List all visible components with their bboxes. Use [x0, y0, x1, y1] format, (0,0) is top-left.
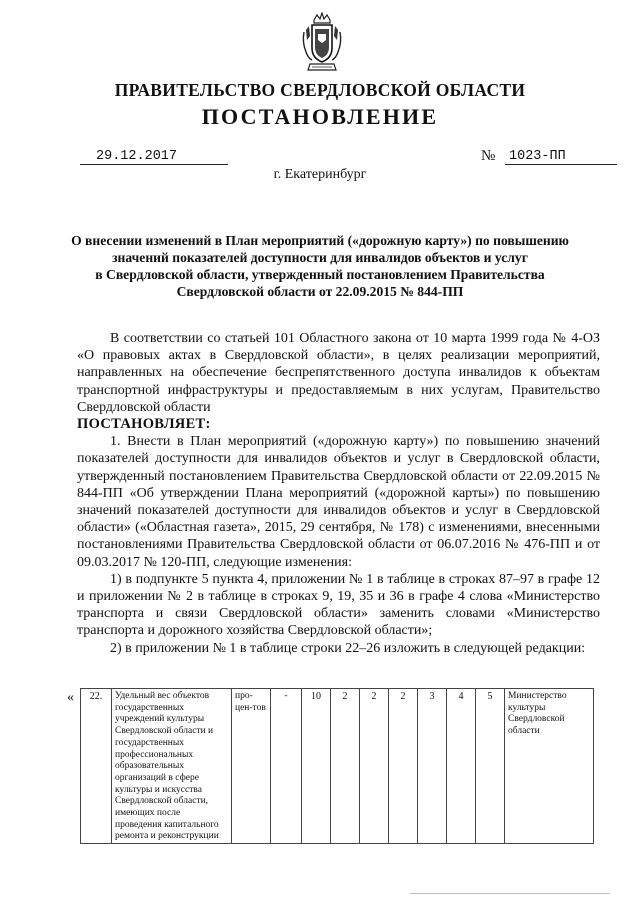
table-row: [81, 689, 594, 844]
title-line: Свердловской области от 22.09.2015 № 844-ПП: [176, 284, 464, 299]
value-cell: 3: [418, 689, 447, 844]
value-cell: 10: [302, 689, 331, 844]
item-1-paragraph: 1. Внести в План мероприятий («дорожную карту») по повышению значений показателей доступности для инвалидов объектов и услуг в Свердловской области, утвержденный постановлением Правительства Свердловской области от 22.09.2015 № 844-ПП «Об утверждении Плана мероприятий («дорожной карты») по повышению значений показателей доступности для инвалидов объектов и услуг в Свердловской области» («Областная газета», 2015, 29 сентября, № 178) с изменениями, внесенными постановлениями Правительства Свердловской области от 06.07.2016 № 476-ПП и от 09.03.2017 № 120-ПП, следующие изменения:: [77, 434, 600, 570]
value-cell: 2: [360, 689, 389, 844]
value-cell: -: [271, 689, 302, 844]
row-number-cell: 22.: [81, 689, 112, 844]
subitem-2-paragraph: 2) в приложении № 1 в таблице строки 22–26 изложить в следующей редакции:: [110, 640, 586, 656]
value-cell: 4: [447, 689, 476, 844]
document-type: ПОСТАНОВЛЕНИЕ: [201, 104, 439, 129]
indicators-table: [80, 688, 594, 844]
indicator-cell: Удельный вес объектов государственных учреждений культуры Свердловской области и государственных профессиональных образовательных организаций в сфере культуры и искусства Свердловской области, имеющих после проведения капитального ремонта и реконструкции: [112, 689, 232, 844]
document-body: [77, 330, 600, 657]
government-name: ПРАВИТЕЛЬСТВО СВЕРДЛОВСКОЙ ОБЛАСТИ: [114, 80, 526, 100]
city: г. Екатеринбург: [273, 167, 367, 182]
responsible-cell: Министерство культуры Свердловской области: [505, 689, 594, 844]
value-cell: 2: [389, 689, 418, 844]
preamble-paragraph: В соответствии со статьей 101 Областного закона от 10 марта 1999 года № 4-ОЗ «О правовых актах в Свердловской области», в целях реализации мероприятий, направленных на обеспечение беспрепятственного доступа инвалидов к объектам транспортной инфраструктуры и предоставляемым в них услугам, Правительство Свердловской области: [77, 331, 600, 415]
value-cell: 5: [476, 689, 505, 844]
title-line: значений показателей доступности для инвалидов объектов и услуг: [112, 250, 528, 265]
subitem-1-paragraph: 1) в подпункте 5 пункта 4, приложении № 1 в таблице в строках 87–97 в графе 12 и приложении № 2 в таблице в строках 9, 19, 35 и 36 в графе 4 слова «Министерство транспорта и связи Свердловской области» заменить словами «Министерство транспорта и дорожного хозяйства Свердловской области»;: [77, 571, 600, 639]
document-number: 1023-ПП: [505, 149, 617, 165]
value-cell: 2: [331, 689, 360, 844]
title-line: О внесении изменений в План мероприятий («дорожную карту») по повышению: [71, 233, 569, 248]
scan-artifact-divider: [410, 893, 610, 894]
resolves-heading: ПОСТАНОВЛЯЕТ:: [77, 416, 211, 433]
number-label: №: [481, 148, 496, 164]
table-open-quote: «: [67, 690, 74, 705]
title-line: в Свердловской области, утвержденный постановлением Правительства: [95, 267, 545, 282]
unit-cell: про-цен-тов: [232, 689, 271, 844]
document-date: 29.12.2017: [80, 149, 228, 165]
document-title: [70, 232, 570, 300]
coat-of-arms-icon: [300, 12, 344, 74]
